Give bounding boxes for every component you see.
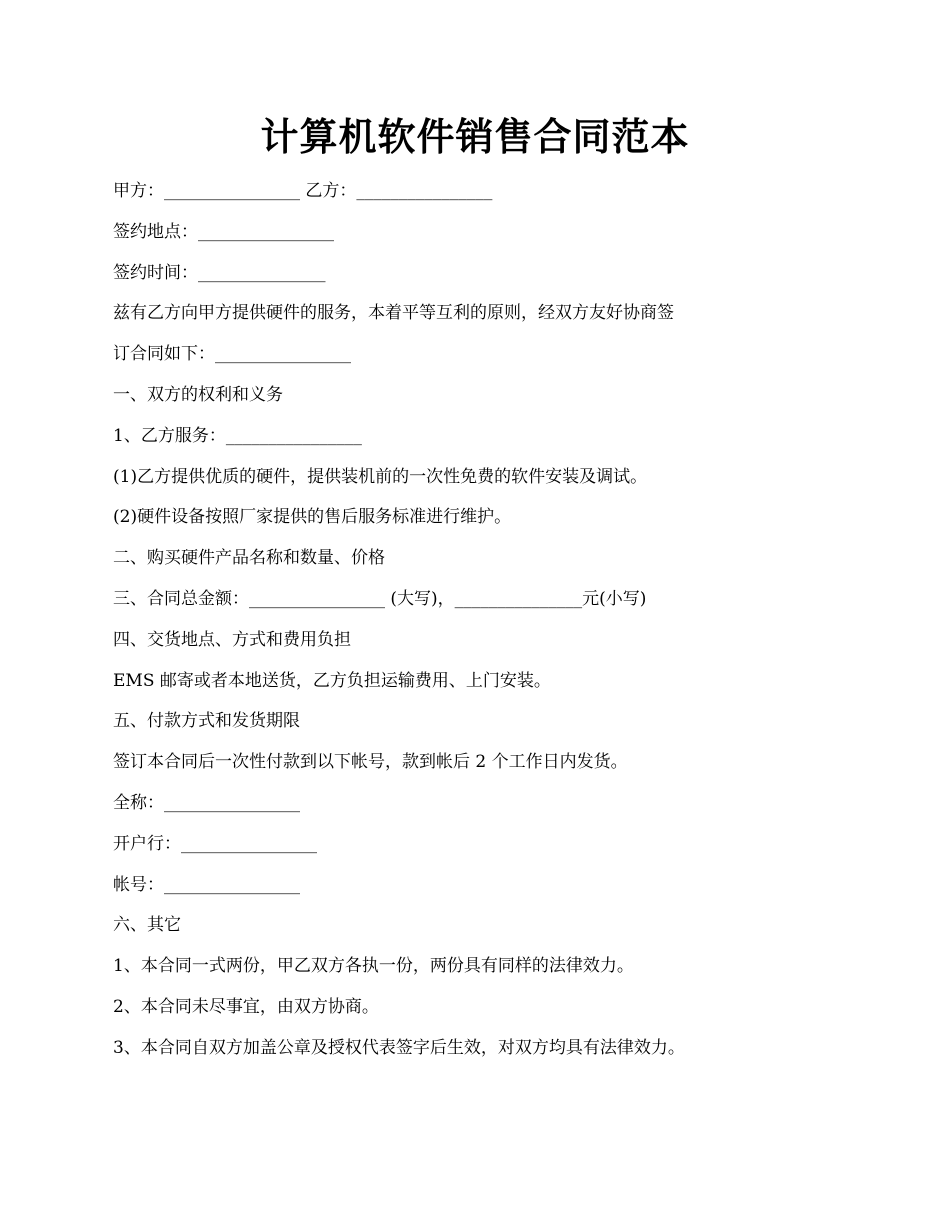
document-title: 计算机软件销售合同范本 — [260, 114, 690, 159]
section-heading-2: 二、购买硬件产品名称和数量、价格 — [113, 548, 385, 569]
signing-place-line: 签约地点：________________ — [113, 221, 334, 242]
account-name-line: 全称：________________ — [113, 792, 300, 813]
section-heading-5: 五、付款方式和发货期限 — [113, 711, 300, 732]
other-clause-2: 2、本合同未尽事宜，由双方协商。 — [113, 996, 379, 1017]
section-heading-6: 六、其它 — [113, 915, 181, 936]
account-number-line: 帐号：________________ — [113, 874, 300, 895]
preamble-line-2: 订合同如下：________________ — [113, 344, 351, 365]
section-heading-1: 一、双方的权利和义务 — [113, 384, 283, 405]
section-heading-3: 三、合同总金额：________________ (大写)，_______________元(小写) — [113, 588, 647, 609]
clause-1-1: (1)乙方提供优质的硬件，提供装机前的一次性免费的软件安装及调试。 — [113, 466, 648, 487]
other-clause-1: 1、本合同一式两份，甲乙双方各执一份，两份具有同样的法律效力。 — [113, 956, 634, 977]
other-clause-3: 3、本合同自双方加盖公章及授权代表签字后生效，对双方均具有法律效力。 — [113, 1037, 685, 1058]
document-body — [113, 171, 853, 1069]
preamble-line-1: 兹有乙方向甲方提供硬件的服务，本着平等互利的原则，经双方友好协商签 — [113, 303, 674, 324]
section-heading-4: 四、交货地点、方式和费用负担 — [113, 629, 351, 650]
party-line: 甲方：________________ 乙方：________________ — [113, 181, 493, 201]
clause-1-2: (2)硬件设备按照厂家提供的售后服务标准进行维护。 — [113, 507, 512, 528]
clause-1: 1、乙方服务：________________ — [113, 425, 362, 446]
signing-time-line: 签约时间：_______________ — [113, 262, 326, 283]
bank-line: 开户行：________________ — [113, 833, 317, 854]
delivery-text: EMS 邮寄或者本地送货，乙方负担运输费用、上门安装。 — [113, 670, 551, 691]
payment-text: 签订本合同后一次性付款到以下帐号，款到帐后 2 个工作日内发货。 — [113, 752, 628, 773]
